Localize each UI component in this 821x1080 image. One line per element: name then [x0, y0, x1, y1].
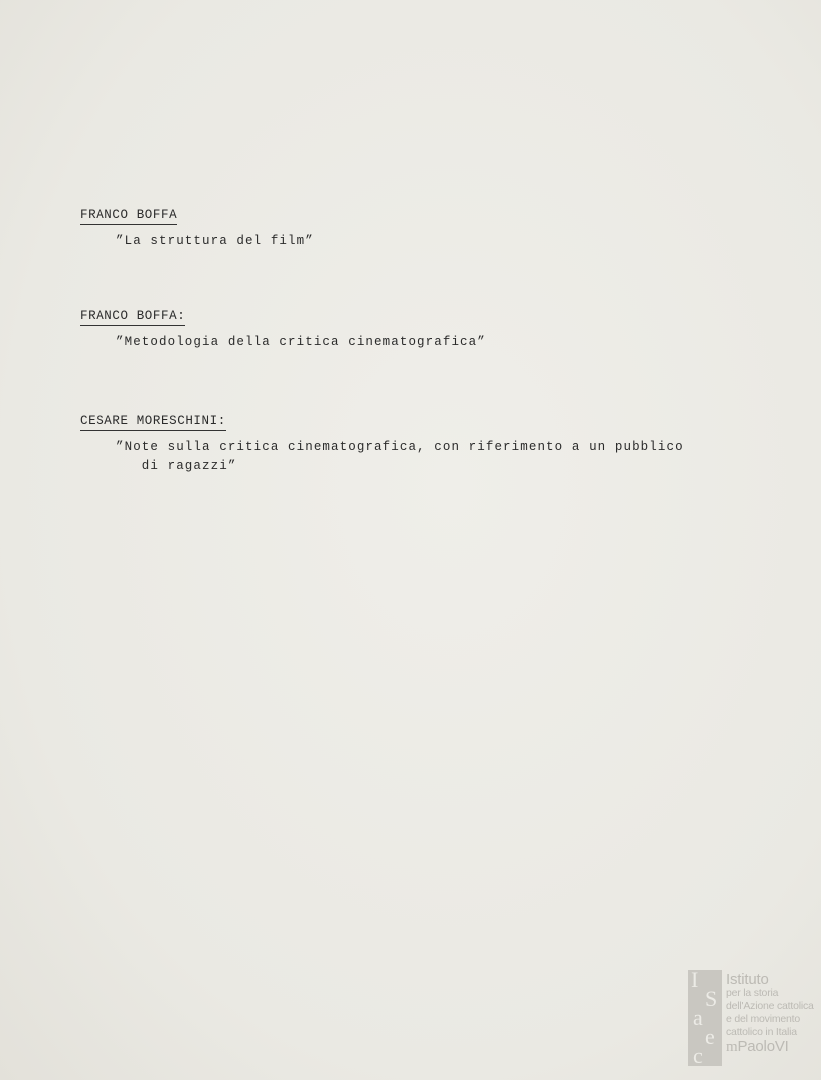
entry-boffa-metodologia: [80, 306, 486, 352]
isacem-watermark-logo: [688, 967, 818, 1070]
logo-text-line: PaoloVI: [737, 1038, 789, 1055]
logo-letter: m: [726, 1039, 738, 1055]
logo-text-line: e del movimento: [726, 1013, 801, 1025]
logo-letter: c: [693, 1043, 703, 1068]
logo-text-line: per la storia: [726, 987, 779, 999]
logo-text-line: cattolico in Italia: [726, 1026, 797, 1038]
author-name: CESARE MORESCHINI:: [80, 414, 226, 431]
logo-text-line: Istituto: [726, 971, 769, 988]
logo-letters: [691, 967, 721, 1068]
logo-letter: S: [705, 986, 718, 1011]
entry-boffa-struttura: [80, 205, 314, 251]
logo-text: [726, 972, 814, 1055]
work-title: ”Note sulla critica cinematografica, con riferimento a un pubblico di ragazzi”: [116, 440, 684, 473]
author-name: FRANCO BOFFA:: [80, 309, 185, 326]
author-name: FRANCO BOFFA: [80, 208, 177, 225]
logo-letter: a: [693, 1005, 703, 1030]
work-title: ”La struttura del film”: [116, 234, 314, 248]
logo-letter: e: [705, 1024, 715, 1049]
logo-text-line: dell'Azione cattolica: [726, 1000, 814, 1012]
logo-text-line-with-m: [726, 1039, 814, 1055]
entry-moreschini-note: [80, 411, 684, 476]
logo-letter: I: [691, 967, 699, 992]
work-title: ”Metodologia della critica cinematografica”: [116, 335, 486, 349]
